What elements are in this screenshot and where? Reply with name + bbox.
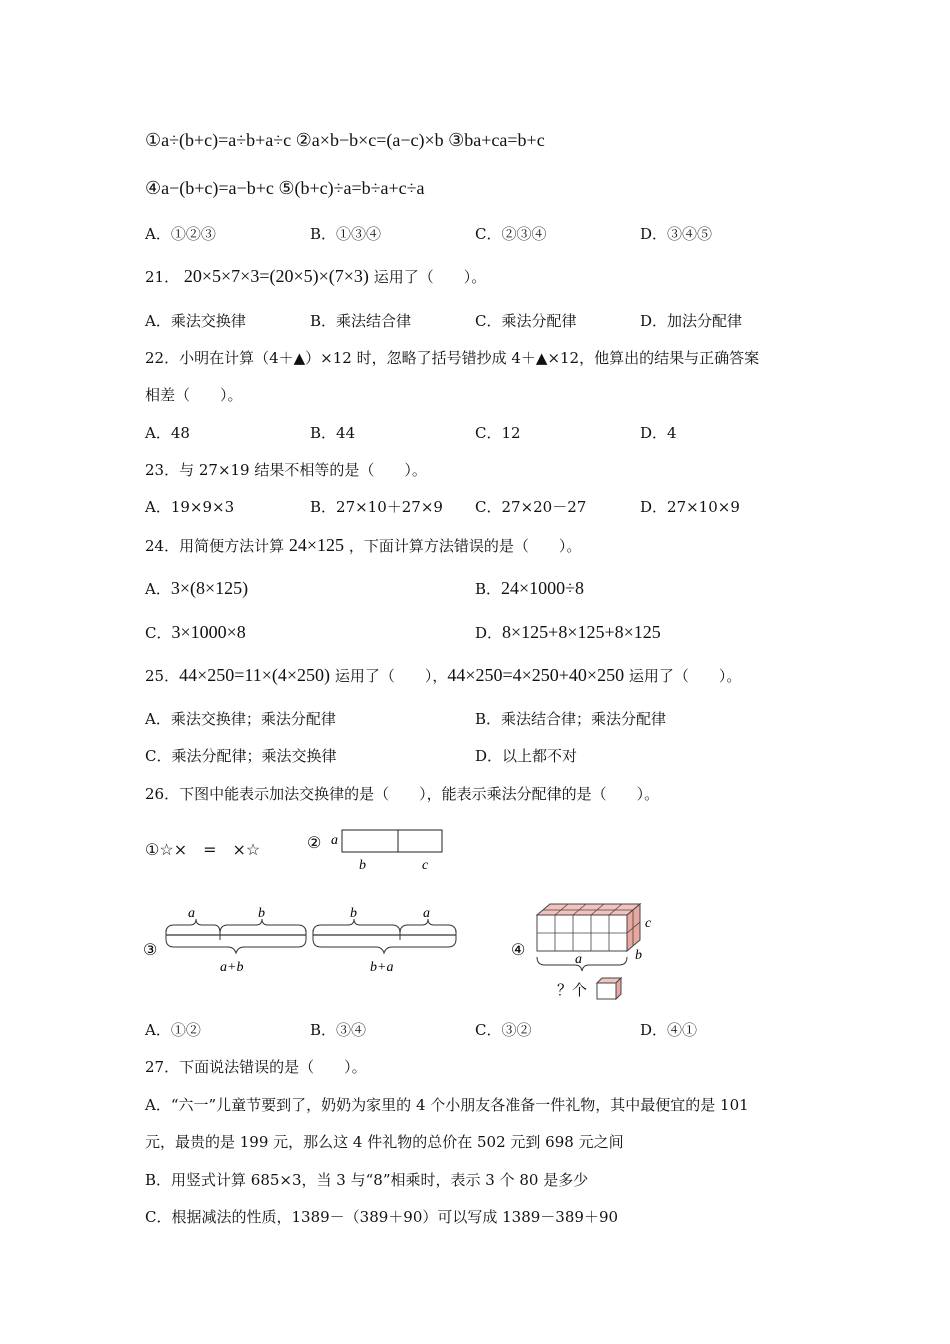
q22-option-d[interactable]: D．4	[640, 424, 677, 442]
q24-option-c-expr: 3×1000×8	[171, 622, 246, 642]
q26-figure-4-b: b	[635, 948, 642, 963]
q21-option-c[interactable]: C．乘法分配律	[475, 312, 577, 330]
q24-option-c[interactable]	[145, 622, 246, 643]
q21-number: 21．	[145, 268, 180, 286]
q26-figure-2	[305, 826, 450, 876]
q25-option-b[interactable]: B．乘法结合律；乘法分配律	[475, 710, 667, 728]
q21-tail: 运用了（ ）。	[373, 268, 487, 286]
q23-option-d[interactable]: D．27×10×9	[640, 498, 740, 516]
q21-option-a[interactable]: A．乘法交换律	[145, 312, 246, 330]
q26-figure-3-b-plus-a: b+a	[370, 960, 394, 975]
q21-expression: 20×5×7×3=(20×5)×(7×3)	[183, 266, 369, 286]
q26-figure-4-a: a	[575, 952, 582, 967]
q24-option-b[interactable]	[475, 578, 584, 599]
q26-figure-4-c: c	[645, 916, 652, 931]
q21-option-b[interactable]: B．乘法结合律	[310, 312, 412, 330]
q20-option-a[interactable]: A．①②③	[145, 225, 216, 243]
q23-option-a[interactable]: A．19×9×3	[145, 498, 235, 516]
q23-option-c[interactable]: C．27×20－27	[475, 498, 587, 516]
q24-suffix: ，下面计算方法错误的是（ ）。	[348, 537, 582, 555]
q21-option-d[interactable]: D．加法分配律	[640, 312, 743, 330]
q25-option-c[interactable]: C．乘法分配律；乘法交换律	[145, 747, 337, 765]
q26-figure-4	[505, 895, 675, 1005]
q25-expression-1: 44×250=11×(4×250)	[179, 665, 331, 685]
q25-question	[145, 665, 741, 686]
q25-tail: 运用了（ ）。	[628, 667, 742, 685]
q24-option-b-label: B．	[475, 580, 502, 598]
q26-figure-3-b2: b	[350, 906, 357, 921]
q24-option-a-label: A．	[145, 580, 171, 598]
q26-figure-1: ①☆× = ×☆	[145, 840, 261, 859]
q26-figure-4-label: ④	[511, 942, 526, 959]
q22-option-b[interactable]: B．44	[310, 424, 356, 442]
q26-figure-3	[140, 905, 465, 985]
q27-question: 27．下面说法错误的是（ ）。	[145, 1058, 367, 1076]
q26-figure-2-a: a	[331, 833, 338, 848]
q20-line1: ①a÷(b+c)=a÷b+a÷c ②a×b−b×c=(a−c)×b ③ba+ca=b+c	[145, 130, 545, 150]
q26-figure-4-question: ？个	[557, 983, 588, 999]
q24-option-d[interactable]	[475, 622, 661, 643]
q26-figure-3-a2: a	[423, 906, 430, 921]
q22-option-c[interactable]: C．12	[475, 424, 521, 442]
q24-option-b-expr: 24×1000÷8	[501, 578, 585, 598]
q24-expression: 24×125	[288, 535, 345, 555]
q26-figure-2-rect-c	[398, 830, 442, 852]
q22-question-line1: 22．小明在计算（4＋▲）×12 时，忽略了括号错抄成 4＋▲×12，他算出的结果与正确答案	[145, 349, 760, 367]
q26-figure-2-b: b	[359, 858, 366, 873]
q27-option-a-line1[interactable]: A．“六一”儿童节要到了，奶奶为家里的 4 个小朋友各准备一件礼物，其中最便宜的是 101	[145, 1096, 749, 1114]
q23-question: 23．与 27×19 结果不相等的是（ ）。	[145, 461, 427, 479]
q24-question	[145, 535, 581, 556]
q25-mid: 运用了（ ），	[334, 667, 448, 685]
q24-prefix: 24．用简便方法计算	[145, 537, 285, 555]
q23-option-b[interactable]: B．27×10＋27×9	[310, 498, 443, 516]
q24-option-a[interactable]	[145, 578, 248, 599]
q20-option-d[interactable]: D．③④⑤	[640, 225, 713, 243]
q26-option-d[interactable]: D．④①	[640, 1021, 698, 1039]
q26-figure-3-b: b	[258, 906, 265, 921]
q26-question: 26．下图中能表示加法交换律的是（ ），能表示乘法分配律的是（ ）。	[145, 785, 660, 803]
q26-option-a[interactable]: A．①②	[145, 1021, 201, 1039]
q22-question-line2: 相差（ ）。	[145, 386, 243, 404]
q25-number: 25．	[145, 667, 180, 685]
q26-option-b[interactable]: B．③④	[310, 1021, 367, 1039]
q20-option-c[interactable]: C．②③④	[475, 225, 547, 243]
q24-option-d-expr: 8×125+8×125+8×125	[502, 622, 661, 642]
q20-option-b[interactable]: B．①③④	[310, 225, 382, 243]
q24-option-a-expr: 3×(8×125)	[170, 578, 249, 598]
q26-figure-3-a: a	[188, 906, 195, 921]
q24-option-c-label: C．	[145, 624, 172, 642]
q27-option-c[interactable]: C．根据减法的性质，1389－（389＋90）可以写成 1389－389＋90	[145, 1208, 619, 1226]
q26-figure-2-c: c	[422, 858, 429, 873]
q26-figure-3-a-plus-b: a+b	[220, 960, 244, 975]
q27-option-b[interactable]: B．用竖式计算 685×3，当 3 与“8”相乘时，表示 3 个 80 是多少	[145, 1171, 589, 1189]
q26-option-c[interactable]: C．③②	[475, 1021, 532, 1039]
q25-option-a[interactable]: A．乘法交换律；乘法分配律	[145, 710, 336, 728]
q26-figure-3-label: ③	[143, 942, 158, 959]
q22-option-a[interactable]: A．48	[145, 424, 190, 442]
q25-expression-2: 44×250=4×250+40×250	[447, 665, 625, 685]
q26-figure-2-rect-b	[342, 830, 398, 852]
q26-figure-2-label: ②	[307, 835, 322, 852]
q25-option-d[interactable]: D．以上都不对	[475, 747, 578, 765]
q24-option-d-label: D．	[475, 624, 503, 642]
q21-question	[145, 266, 486, 287]
q27-option-a-line2[interactable]: 元，最贵的是 199 元，那么这 4 件礼物的总价在 502 元到 698 元之间	[145, 1133, 624, 1151]
q20-line2: ④a−(b+c)=a−b+c ⑤(b+c)÷a=b÷a+c÷a	[145, 178, 425, 198]
